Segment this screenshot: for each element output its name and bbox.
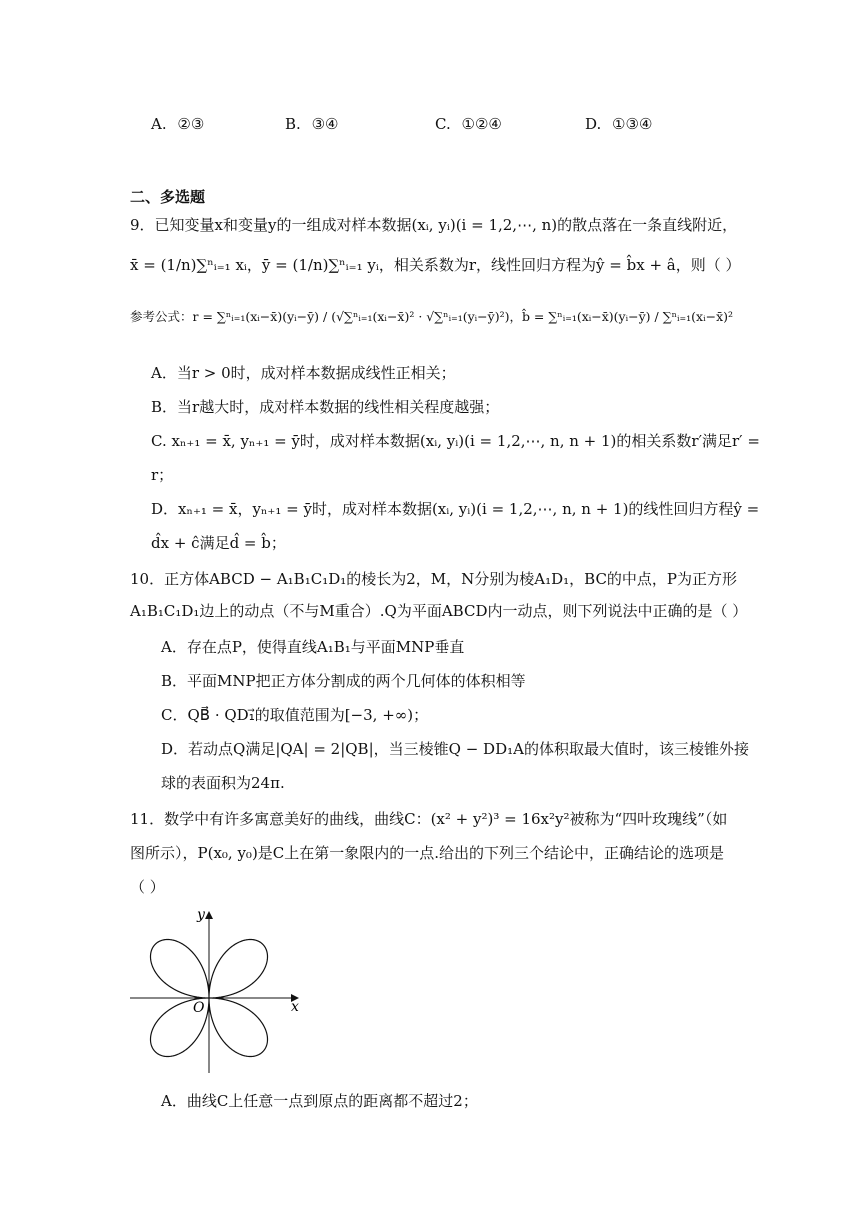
q9-formula: 参考公式：r = ∑ⁿᵢ₌₁(xᵢ−x̄)(yᵢ−ȳ) / (√∑ⁿᵢ₌₁(xᵢ−x̄)² · √∑ⁿᵢ₌₁(yᵢ−ȳ)²)，b̂ = ∑ⁿᵢ₌₁(xᵢ−x̄)(yᵢ−ȳ) / ∑ⁿᵢ₌₁(xᵢ−x̄)² [130, 309, 734, 324]
choice-text: ①②④ [461, 115, 502, 133]
choice-c [435, 113, 502, 135]
q11-stem-line3: （ ） [130, 878, 165, 896]
q10-stem-line2: A₁B₁C₁D₁边上的动点（不与M重合）.Q为平面ABCD内一动点，则下列说法中正确的是（ ） [130, 602, 748, 620]
q9-option-a: A．当r > 0时，成对样本数据成线性正相关； [151, 364, 456, 382]
choice-text: ②③ [177, 115, 205, 133]
q9-option-c-line2: r； [151, 466, 174, 484]
q11-stem-line1: 11．数学中有许多寓意美好的曲线，曲线C：(x² + y²)³ = 16x²y²被称为“四叶玫瑰线”（如 [130, 810, 728, 828]
y-axis-label: y [197, 907, 205, 923]
choice-b [285, 113, 338, 135]
choice-text: ③④ [311, 115, 339, 133]
four-leaf-rose-figure [125, 905, 315, 1075]
choice-letter: B. [285, 115, 301, 133]
q10-option-d-line2: 球的表面积为24π. [161, 774, 285, 792]
x-axis-label: x [291, 999, 299, 1015]
q9-option-b: B．当r越大时，成对样本数据的线性相关程度越强； [151, 398, 500, 416]
choice-text: ①③④ [612, 115, 653, 133]
q9-stem-line2: x̄ = (1/n)∑ⁿᵢ₌₁ xᵢ，ȳ = (1/n)∑ⁿᵢ₌₁ yᵢ，相关系数为r，线性回归方程为ŷ = b̂x + â，则（ ） [130, 256, 741, 274]
origin-label: O [193, 1000, 205, 1016]
q9-stem-line1: 9．已知变量x和变量y的一组成对样本数据(xᵢ, yᵢ)(i = 1,2,⋯, n)的散点落在一条直线附近， [130, 216, 738, 234]
q10-option-b: B．平面MNP把正方体分割成的两个几何体的体积相等 [161, 672, 526, 690]
choice-letter: A. [151, 115, 167, 133]
choice-d [585, 113, 652, 135]
q10-option-a: A．存在点P，使得直线A₁B₁与平面MNP垂直 [161, 638, 465, 656]
choice-a [151, 113, 204, 135]
q11-stem-line2: 图所示），P(x₀, y₀)是C上在第一象限内的一点.给出的下列三个结论中，正确结论的选项是 [130, 844, 725, 862]
choice-letter: C. [435, 115, 451, 133]
q9-option-d-line2: d̂x + ĉ满足d̂ = b̂； [151, 534, 286, 552]
section-title: 二、多选题 [130, 188, 206, 206]
q11-option-a: A．曲线C上任意一点到原点的距离都不超过2； [161, 1092, 478, 1110]
q9-option-c-line1: C. xₙ₊₁ = x̄, yₙ₊₁ = ȳ时，成对样本数据(xᵢ, yᵢ)(i = 1,2,⋯, n, n + 1)的相关系数r′满足r′ = [151, 432, 760, 450]
q10-stem-line1: 10．正方体ABCD − A₁B₁C₁D₁的棱长为2，M，N分别为棱A₁D₁，BC的中点，P为正方形 [130, 570, 738, 588]
choice-letter: D. [585, 115, 602, 133]
q9-option-d-line1: D．xₙ₊₁ = x̄，yₙ₊₁ = ȳ时，成对样本数据(xᵢ, yᵢ)(i = 1,2,⋯, n, n + 1)的线性回归方程ŷ = [151, 500, 760, 518]
q10-option-c: C．QB⃗ · QD₁⃗的取值范围为[−3, +∞)； [161, 706, 429, 724]
q10-option-d-line1: D．若动点Q满足|QA| = 2|QB|，当三棱锥Q − DD₁A的体积取最大值时，该三棱锥外接 [161, 740, 749, 758]
